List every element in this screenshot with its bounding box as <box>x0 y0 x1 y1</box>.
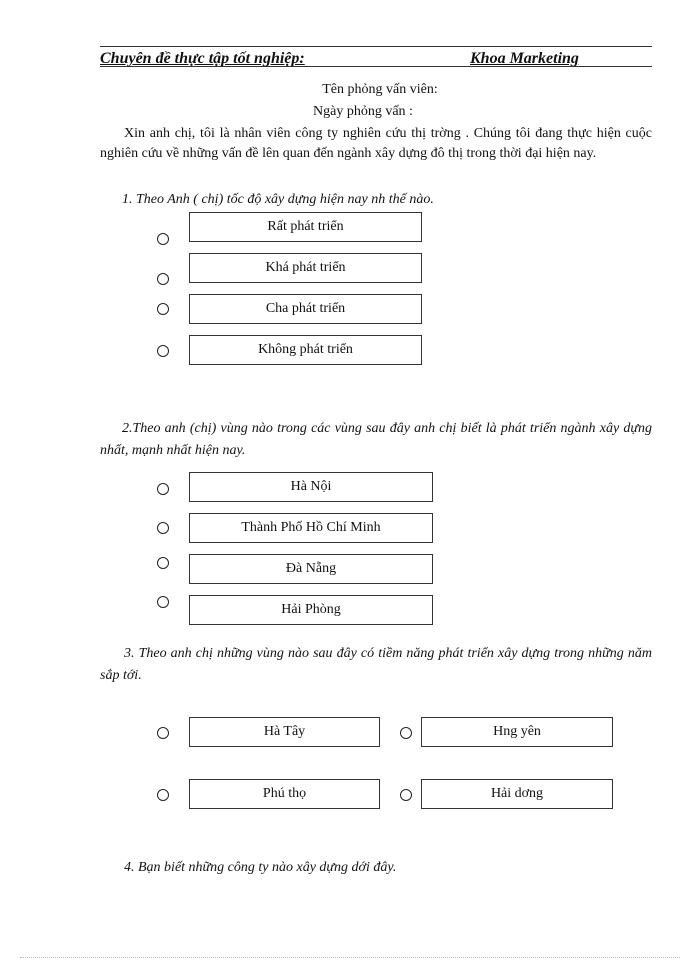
interviewer-name-label: Tên phỏng vấn viên: <box>322 82 438 97</box>
q1-option-3-box: Cha phát triển <box>189 294 422 324</box>
q2-option-2-radio[interactable] <box>157 522 169 534</box>
header-left-title: Chuyên đề thực tập tốt nghiệp: <box>100 50 305 67</box>
q3-option-1-box: Hà Tây <box>189 717 380 747</box>
q1-option-1-box: Rất phát triển <box>189 212 422 242</box>
q2-option-3-box: Đà Nẵng <box>189 554 433 584</box>
question-1-text: 1. Theo Anh ( chị) tốc độ xây dựng hiện nay nh thế nào. <box>122 192 434 207</box>
header-bottom-rule <box>100 66 652 67</box>
q1-option-2-box: Khá phát triển <box>189 253 422 283</box>
q3-option-1-radio[interactable] <box>157 727 169 739</box>
q1-option-2-radio[interactable] <box>157 273 169 285</box>
q2-option-4-box: Hải Phòng <box>189 595 433 625</box>
q3-option-3-radio[interactable] <box>157 789 169 801</box>
q2-option-3-radio[interactable] <box>157 557 169 569</box>
header-right-title: Khoa Marketing <box>470 50 579 67</box>
q3-option-3-box: Phú thọ <box>189 779 380 809</box>
question-3-text: 3. Theo anh chị những vùng nào sau đây có tiềm năng phát triển xây dựng trong những năm sắp tới. <box>100 646 652 683</box>
header-top-rule <box>100 46 652 47</box>
q2-option-2-box: Thành Phố Hồ Chí Minh <box>189 513 433 543</box>
q1-option-3-radio[interactable] <box>157 303 169 315</box>
q3-option-4-box: Hải dơng <box>421 779 613 809</box>
q3-option-2-radio[interactable] <box>400 727 412 739</box>
q2-option-1-radio[interactable] <box>157 483 169 495</box>
q2-option-1-box: Hà Nội <box>189 472 433 502</box>
q1-option-4-box: Không phát triển <box>189 335 422 365</box>
question-4-text: 4. Bạn biết những công ty nào xây dựng dới đây. <box>124 860 397 875</box>
q3-option-2-box: Hng yên <box>421 717 613 747</box>
interview-date-label: Ngày phỏng vấn : <box>313 104 413 119</box>
question-2-text: 2.Theo anh (chị) vùng nào trong các vùng sau đây anh chị biết là phát triển ngành xây dựng nhất, mạnh nhất hiện nay. <box>100 421 652 458</box>
page-bottom-divider <box>20 957 680 958</box>
q1-option-1-radio[interactable] <box>157 233 169 245</box>
q1-option-4-radio[interactable] <box>157 345 169 357</box>
q3-option-4-radio[interactable] <box>400 789 412 801</box>
intro-paragraph: Xin anh chị, tôi là nhân viên công ty nghiên cứu thị trờng . Chúng tôi đang thực hiện cuộc nghiên cứu về những vấn đề lên quan đến ngành xây dựng đô thị trong thời đại hiện nay. <box>100 126 652 161</box>
q2-option-4-radio[interactable] <box>157 596 169 608</box>
